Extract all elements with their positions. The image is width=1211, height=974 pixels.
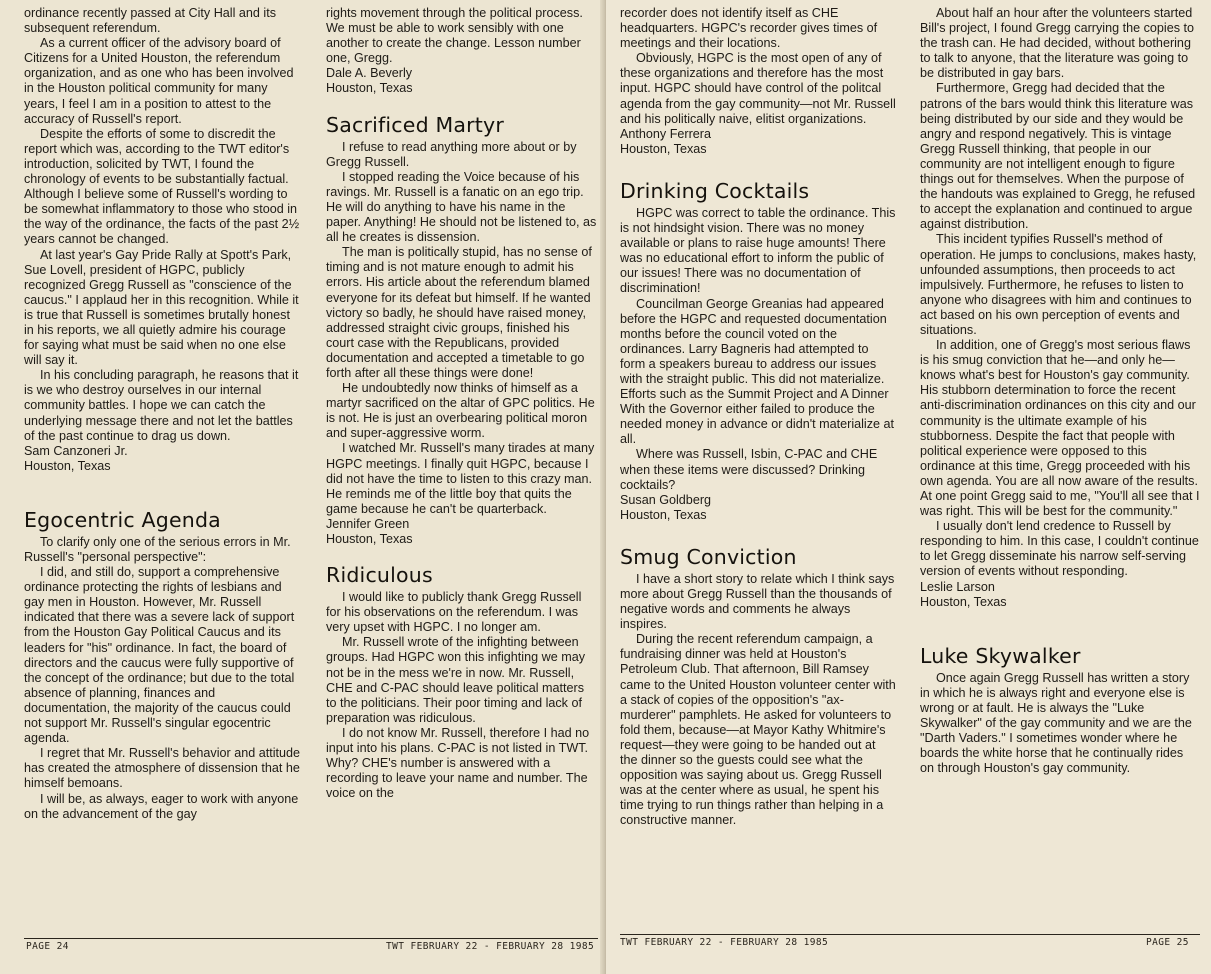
letter-paragraph: The man is politically stupid, has no sense of timing and is not mature enough to admit his errors. His article about the referendum blamed everyone for its defeat but himself. If he wanted victory so badly, he should have raised money, addressed straight civic groups, finished his court case with the Republicans, provided documentation and accepted a timetable to go forth after all these things were done! [326, 245, 592, 380]
letter-paragraph: Mr. Russell wrote of the infighting between groups. Had HGPC won this infighting we may not be in the mess we're in now. Mr. Russell, CHE and C-PAC should leave political matters to the politicians. Their poor timing and lack of preparation was ridiculous. [326, 635, 585, 725]
page-number-right: PAGE 25 [1146, 937, 1189, 948]
issue-date-left: TWT FEBRUARY 22 - FEBRUARY 28 1985 [386, 941, 595, 952]
letter-paragraph: recorder does not identify itself as CHE headquarters. HGPC's recorder gives times of meetings and their locations. [620, 6, 878, 51]
signature-name: Leslie Larson [920, 579, 995, 594]
headline-sacrificed-martyr: Sacrificed Martyr [326, 112, 504, 137]
issue-date-right: TWT FEBRUARY 22 - FEBRUARY 28 1985 [620, 937, 829, 948]
letter-paragraph: I refuse to read anything more about or by Gregg Russell. [326, 139, 577, 169]
letter-paragraph: He undoubtedly now thinks of himself as a martyr sacrificed on the altar of GPC politics. He is not. He is just an overbearing political moron and super-aggressive worm. [326, 381, 595, 441]
column-2 [326, 6, 598, 801]
letter-paragraph: This incident typifies Russell's method of operation. He jumps to conclusions, makes hasty, unfounded assumptions, then proceeds to act impulsively. Furthermore, he refuses to listen to anyone who disagrees with him and continues to act based on his own perception of events and situations. [920, 232, 1197, 337]
signature-name: Sam Canzoneri Jr. [24, 443, 128, 458]
headline-smug-conviction: Smug Conviction [620, 544, 797, 569]
column-4 [920, 6, 1200, 776]
letter-paragraph: About half an hour after the volunteers started Bill's project, I found Gregg carrying the copies to the trash can. He had decided, without bothering to talk to anyone, that the literature was going to be distributed in gay bars. [920, 6, 1195, 81]
headline-ridiculous: Ridiculous [326, 563, 433, 588]
letter-paragraph: rights movement through the political process. We must be able to work sensibly with one another to create the change. Lesson number one, Gregg. [326, 6, 583, 66]
letter-paragraph: I watched Mr. Russell's many tirades at many HGPC meetings. I finally quit HGPC, because I did not have the time to listen to this crazy man. He reminds me of the little boy that quits the game because he can't be quarterback. [326, 441, 595, 516]
headline-luke-skywalker: Luke Skywalker [920, 643, 1081, 668]
letter-paragraph: To clarify only one of the serious errors in Mr. Russell's "personal perspective": [24, 534, 291, 564]
letter-paragraph: Once again Gregg Russell has written a story in which he is always right and everyone else is wrong or at fault. He is always the "Luke Skywalker" of the gay community and we are the "Darth Vaders." I sometimes wonder where he boards the white horse that he continually rides on through Houston's gay community. [920, 670, 1192, 776]
left-page [0, 0, 604, 974]
signature-name: Anthony Ferrera [620, 126, 711, 141]
footer-rule [24, 938, 598, 939]
signature-name: Susan Goldberg [620, 492, 712, 507]
right-page [606, 0, 1211, 974]
column-1 [24, 6, 300, 822]
letter-paragraph: As a current officer of the advisory board of Citizens for a United Houston, the referendum organization, and as one who has been involved in the Houston political community for many years, I feel I am in a position to attest to the accuracy of Russell's report. [24, 36, 294, 126]
signature-name: Dale A. Beverly [326, 66, 413, 81]
letter-paragraph: I usually don't lend credence to Russell by responding to him. In this case, I couldn't continue to let Gregg disseminate his narrow self-serving version of events without responding. [920, 519, 1199, 579]
letter-paragraph: HGPC was correct to table the ordinance. This is not hindsight vision. There was no money available or plans to raise huge amounts! There was no educational effort to inform the public of our issues! There was no documentation of discrimination! [620, 205, 896, 296]
letter-paragraph: In his concluding paragraph, he reasons that it is we who destroy ourselves in our internal community battles. I hope we can catch the underlying message there and not let the battles of the past continue to drag us down. [24, 368, 299, 443]
letter-paragraph: During the recent referendum campaign, a fundraising dinner was held at Houston's Petroleum Club. That afternoon, Bill Ramsey came to the United Houston volunteer center with a stack of copies of the opposition's "ax-murderer" pamphlets. He asked for volunteers to fold them, because—at Mayor Kathy Whitmire's request—they were going to be handed out at the dinner so the guests could see what the opposition was saying about us. Gregg Russell was at the center where as usual, he spent his time trying to run things rather than helping in a constructive manner. [620, 632, 896, 828]
signature-city: Houston, Texas [920, 594, 1007, 609]
letter-paragraph: At last year's Gay Pride Rally at Spott's Park, Sue Lovell, president of HGPC, publicly recognized Gregg Russell as "conscience of the caucus." I applaud her in this recognition. While it is true that Russell is sometimes brutally honest in his reports, we all quietly admire his courage for saying what must be said when no one else will say it. [24, 247, 299, 368]
signature-city: Houston, Texas [620, 507, 707, 522]
letter-paragraph: In addition, one of Gregg's most serious flaws is his smug conviction that he—and only he—knows what's best for Houston's gay community. His stubborn determination to force the recent anti-discrimination ordinances on this city and our community is the ultimate example of his stubborness. Despite the fact that people with political experience were opposed to this ordinance at this time, Gregg proceeded with his own agenda. You are all now aware of the results. At one point Gregg said to me, "You'll all see that I was right. This will be best for the community." [920, 338, 1200, 519]
page-number-left: PAGE 24 [26, 941, 69, 952]
signature-name: Jennifer Green [326, 516, 410, 531]
letter-paragraph: ordinance recently passed at City Hall and its subsequent referendum. [24, 6, 277, 36]
letter-paragraph: I have a short story to relate which I think says more about Gregg Russell than the thousands of negative words and comments he always inspires. [620, 571, 895, 632]
letter-paragraph: I did, and still do, support a comprehensive ordinance protecting the rights of lesbians and gay men in Houston. However, Mr. Russell indicated that there was a severe lack of support from the Houston Gay Political Caucus and its leaders for "his" ordinance. In fact, the board of directors and the caucus were fully supportive of the concept of the ordinance; but due to the total absence of planning, finances and documentation, the majority of the caucus could not support Mr. Russell's singular egocentric agenda. [24, 565, 295, 746]
signature-city: Houston, Texas [326, 532, 413, 546]
signature-city: Houston, Texas [620, 141, 707, 156]
letter-paragraph: Furthermore, Gregg had decided that the patrons of the bars would think this literature was being distributed by our side and they would be angry and respond negatively. This is vintage Gregg Russell thinking, that people in our community are not intelligent enough to figure things out for themselves. When the purpose of the handouts was explained to Gregg, he refused to accept the explanation and continued to argue against distribution. [920, 81, 1196, 232]
letter-paragraph: Obviously, HGPC is the most open of any of these organizations and therefore has the most input. HGPC should have control of the politcal agenda from the gay community—not Mr. Russell and his politically naive, elitist organizations. [620, 51, 896, 126]
headline-drinking-cocktails: Drinking Cocktails [620, 178, 810, 203]
signature-city: Houston, Texas [326, 81, 413, 96]
signature-city: Houston, Texas [24, 458, 111, 473]
headline-egocentric-agenda: Egocentric Agenda [24, 507, 221, 532]
letter-paragraph: I regret that Mr. Russell's behavior and attitude has created the atmosphere of dissension that he himself bemoans. [24, 746, 301, 791]
letter-paragraph: Councilman George Greanias had appeared before the HGPC and requested documentation months before the council voted on the ordinances. Larry Bagneris had attempted to form a speakers bureau to address our issues with the straight public. This did not materialize. Efforts such as the Summit Project and A Dinner With the Governor either failed to produce the needed money in advance or didn't materialize at all. [620, 296, 895, 447]
letter-paragraph: I stopped reading the Voice because of his ravings. Mr. Russell is a fanatic on an ego trip. He will do anything to have his name in the paper. Anything! He should not be listened to, as all he creates is dissension. [326, 169, 597, 245]
letter-paragraph: Despite the efforts of some to discredit the report which was, according to the TWT editor's introduction, solicited by TWT, I found the chronology of events to be substantially factual. Although I believe some of Russell's wording to be somewhat inflammatory to those who stood in the way of the ordinance, the facts of the past 2½ years cannot be changed. [24, 126, 300, 247]
letter-paragraph: I would like to publicly thank Gregg Russell for his observations on the referendum. I was very upset with HGPC. I no longer am. [326, 590, 582, 635]
letter-paragraph: I will be, as always, eager to work with anyone on the advancement of the gay [24, 791, 299, 821]
letter-paragraph: Where was Russell, Isbin, C-PAC and CHE when these items were discussed? Drinking cocktails? [620, 447, 878, 492]
letter-paragraph: I do not know Mr. Russell, therefore I had no input into his plans. C-PAC is not listed in TWT. Why? CHE's number is answered with a recording to leave your name and number. The voice on the [326, 725, 590, 801]
column-3 [620, 6, 896, 829]
footer-rule [620, 934, 1200, 935]
